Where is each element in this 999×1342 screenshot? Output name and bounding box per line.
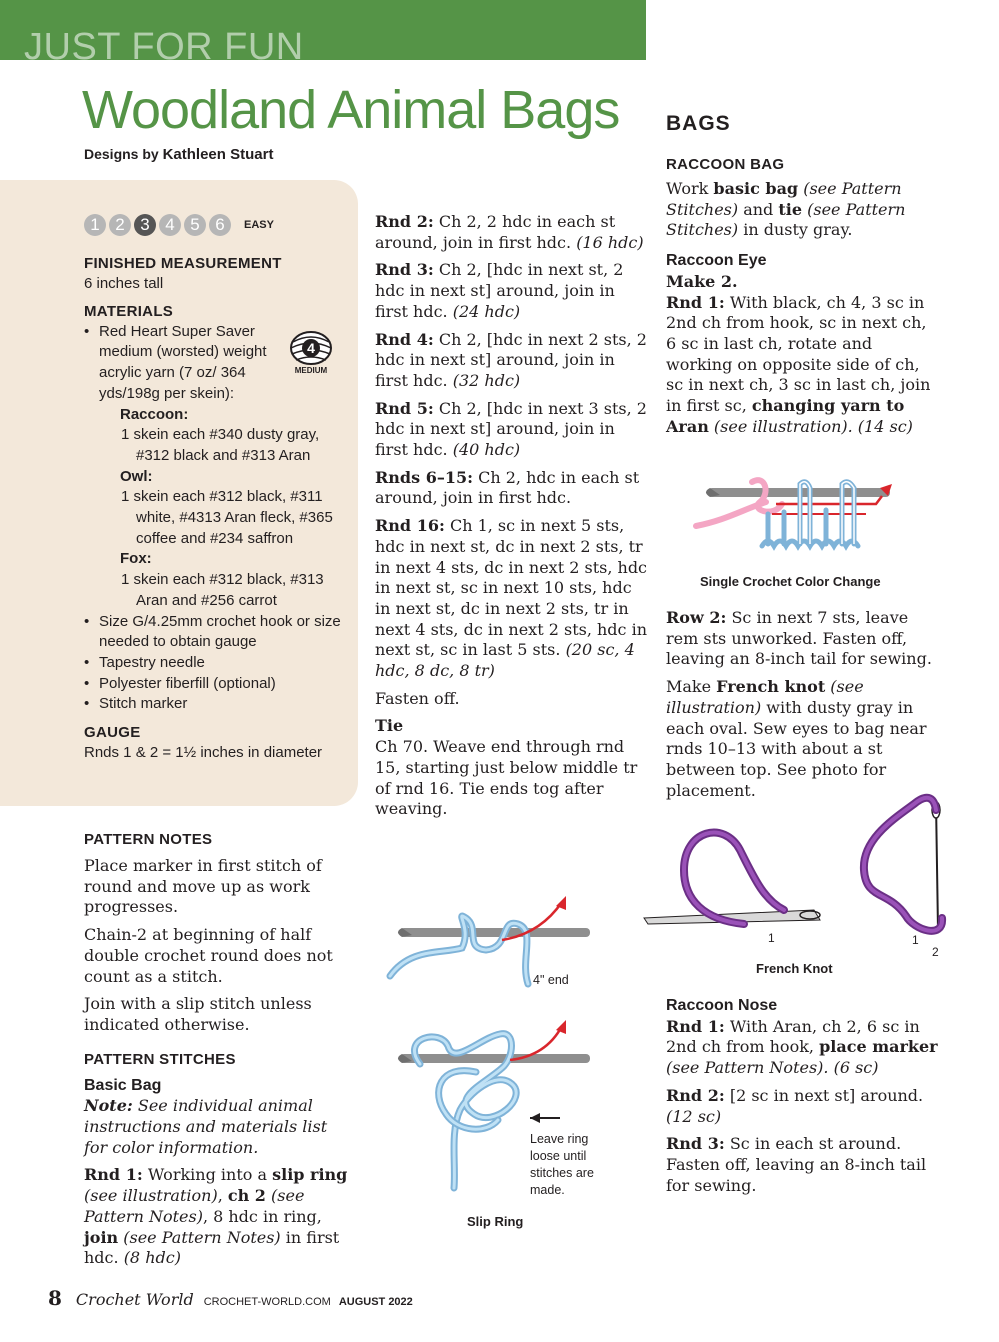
rnd-label: Rnd 2: — [666, 1085, 725, 1105]
rnd-label: Rnd 1: — [666, 292, 725, 312]
body-text: with dusty gray in each oval. Sew eyes to bag near rnds 10–13 with about a st between top. See photo for placement. — [666, 697, 927, 800]
nose-rnd-2 — [666, 1086, 938, 1127]
basic-bag-heading: Basic Bag — [84, 1076, 162, 1094]
rnd-label: Rnd 5: — [375, 398, 434, 418]
body-italic: (see Pattern Stitches) — [666, 179, 902, 219]
skill-level-4: 4 — [159, 214, 181, 236]
hook-item: • Size G/4.25mm crochet hook or size needed to obtain gauge — [84, 612, 350, 653]
rnd-label: Rnd 3: — [375, 260, 434, 280]
french-knot-step-2: 2 — [932, 945, 939, 959]
rnd-3 — [375, 260, 647, 322]
owl-materials-label: Owl: — [120, 467, 153, 485]
rnd-text: Ch 1, sc in next 5 sts, hdc in next st, dc in next 2 sts, tr in next 4 sts, dc in next 2 sts, hdc in next st, sc in next 10 sts, hdc in next st, dc in next 2 sts, tr in next 4 sts, dc in next 2 sts, hdc in next st, sc in last 5 sts. — [375, 516, 648, 660]
skill-level-1: 1 — [84, 214, 106, 236]
raccoon-materials-label: Raccoon: — [120, 405, 189, 423]
pattern-note-1: Place marker in first stitch of round and move up as work progresses. — [84, 856, 322, 917]
body-italic: (see illustration) — [666, 677, 864, 717]
rnd-bold: join — [84, 1227, 119, 1247]
slip-ring-caption: Slip Ring — [467, 1214, 524, 1229]
rnd-text: With black, ch 4, 3 sc in 2nd ch from hook, sc in next ch, 6 sc in last ch, rotate and working on opposite side of ch, sc in next ch, 3 sc in last ch, join in first sc, — [666, 292, 931, 416]
body-text: Work — [666, 179, 714, 198]
rnd-label: Rnds 6–15: — [375, 467, 473, 487]
rnd-count: (20 sc, 4 hdc, 8 dc, 8 tr) — [375, 640, 635, 681]
pattern-note-3: Join with a slip stitch unless indicated otherwise. — [84, 994, 312, 1034]
finished-measurement-value: 6 inches tall — [84, 275, 164, 292]
nose-rnd-1 — [666, 1017, 938, 1079]
yarn-item: • Red Heart Super Saver medium (worsted) weight acrylic yarn (7 oz/ 364 yds/198g per skein): — [84, 322, 289, 405]
rnd-count: (40 hdc) — [452, 440, 521, 460]
right-column-continued — [666, 608, 938, 808]
raccoon-bag-heading: RACCOON BAG — [666, 156, 785, 173]
rnd-label: Rnd 3: — [666, 1134, 725, 1154]
section-label: JUST FOR FUN — [24, 26, 304, 68]
rnd-bold: slip ring — [272, 1165, 348, 1185]
raccoon-nose-section — [666, 996, 938, 1203]
rnd-label: Rnd 16: — [375, 516, 445, 536]
rnd-italic: (see Pattern Notes) — [84, 1186, 305, 1226]
gauge-value: Rnds 1 & 2 = 1½ inches in diameter — [84, 744, 323, 762]
fox-materials-label: Fox: — [120, 550, 152, 568]
rnd-4 — [375, 330, 647, 392]
four-inch-end-label: 4" end — [533, 973, 569, 987]
body-italic: (see Pattern Stitches) — [666, 199, 906, 240]
fiberfill-item: • Polyester fiberfill (optional) — [84, 674, 350, 695]
skill-level-3: 3 — [134, 214, 156, 236]
crochet-hook — [400, 1054, 590, 1063]
nose-rnd-3 — [666, 1134, 938, 1196]
rnd-label: Rnd 1: — [84, 1165, 143, 1185]
tie-instructions: Ch 70. Weave end through rnd 15, starting just below middle tr of rnd 16. Tie ends tog after weaving. — [375, 737, 638, 819]
magazine-name: Crochet World — [75, 1290, 194, 1309]
french-knot-illustration — [644, 790, 964, 959]
byline — [84, 146, 273, 163]
eye-rnd-1 — [666, 293, 938, 438]
right-column — [666, 112, 938, 444]
skill-level-5: 5 — [184, 214, 206, 236]
rnd-label: Rnd 4: — [375, 329, 434, 349]
note-label: Note: — [84, 1096, 133, 1116]
rnd-italic: (see illustration) — [84, 1186, 218, 1206]
rnd-text: Ch 2, [hdc in next st, 2 hdc in next st] around, join in first hdc. — [375, 260, 624, 321]
body-bold: French knot — [716, 677, 826, 697]
byline-prefix: Designs by — [84, 146, 163, 162]
rnd-text: Sc in next 7 sts, leave rem sts unworked. Fasten off, leaving an 8-inch tail for sewing. — [666, 608, 932, 669]
fox-materials: 1 skein each #312 black, #313 Aran and #256 carrot — [121, 571, 324, 609]
rnd-count: (16 hdc) — [576, 232, 644, 252]
body-text: Make — [666, 677, 717, 697]
rnd-text: , — [217, 1186, 228, 1206]
rnd-italic: (see illustration). (14 sc) — [708, 416, 913, 436]
skill-level-6: 6 — [209, 214, 231, 236]
crochet-hook — [400, 928, 590, 937]
rnd-text: Working into a — [142, 1165, 273, 1185]
pattern-note-2: Chain-2 at beginning of half double crochet round does not count as a stitch. — [84, 925, 333, 986]
sc-color-change-illustration — [696, 474, 896, 554]
marker-item: • Stitch marker — [84, 694, 350, 715]
rnd-text: Ch 2, [hdc in next 3 sts, 2 hdc in next st] around, join in first hdc. — [375, 398, 647, 460]
rnds-6-15 — [375, 468, 647, 509]
rnd-label: Rnd 1: — [666, 1016, 725, 1036]
rnd-text: Sc in each st around. Fasten off, leaving an 8-inch tail for sewing. — [666, 1134, 927, 1195]
body-text: in dusty gray. — [738, 220, 853, 240]
pattern-notes-heading: PATTERN NOTES — [84, 831, 213, 848]
basic-bag-note — [84, 1096, 354, 1158]
basic-bag-rnd-1 — [84, 1165, 354, 1269]
designer-name: Kathleen Stuart — [162, 146, 274, 163]
page-number: 8 — [48, 1286, 62, 1310]
rnd-count: (8 hdc) — [123, 1248, 181, 1268]
fasten-off: Fasten off. — [375, 688, 460, 708]
make-two: Make 2. — [666, 271, 738, 291]
raccoon-nose-heading: Raccoon Nose — [666, 997, 778, 1014]
other-materials-list — [84, 612, 350, 716]
leave-ring-label: Leave ring loose until stitches are made. — [530, 1132, 594, 1197]
rnd-5 — [375, 399, 647, 461]
rnd-text: Ch 2, hdc in each st around, join in first hdc. — [375, 467, 640, 508]
owl-materials: 1 skein each #312 black, #311 white, #4313 Aran fleck, #365 coffee and #234 saffron — [121, 488, 333, 547]
needle-item: • Tapestry needle — [84, 653, 350, 674]
french-knot-caption: French Knot — [756, 961, 833, 976]
left-column — [84, 830, 354, 1276]
page-footer — [48, 1286, 413, 1310]
rnd-text: , 8 hdc in ring, — [202, 1206, 322, 1226]
skill-level — [84, 214, 350, 236]
rnd-count: (12 sc) — [666, 1106, 722, 1126]
tie-heading: Tie — [375, 716, 404, 736]
yarn-weight-label: MEDIUM — [294, 366, 328, 375]
rnd-text: Ch 2, [hdc in next 2 sts, 2 hdc in next st] around, join in first hdc. — [375, 329, 647, 390]
body-text: and — [738, 199, 779, 219]
issue-date: AUGUST 2022 — [338, 1296, 413, 1308]
rnd-text: [2 sc in next st] around. — [724, 1085, 924, 1105]
french-knot-step-1b: 1 — [912, 933, 919, 947]
gauge-heading: GAUGE — [84, 724, 141, 742]
rnd-2 — [375, 212, 647, 253]
eye-row-2 — [666, 608, 938, 670]
french-knot-step-1: 1 — [768, 931, 775, 945]
rnd-text: in first hdc. — [84, 1227, 340, 1268]
rnd-bold: changing yarn to Aran — [666, 396, 905, 436]
rnd-text: Ch 2, 2 hdc in each st around, join in first hdc. — [375, 212, 616, 252]
pattern-stitches-heading: PATTERN STITCHES — [84, 1050, 236, 1068]
raccoon-materials: 1 skein each #340 dusty gray, #312 black and #313 Aran — [121, 426, 320, 464]
rnd-italic: (see Pattern Notes) — [118, 1227, 281, 1247]
raccoon-eye-heading: Raccoon Eye — [666, 252, 767, 270]
skill-level-2: 2 — [109, 214, 131, 236]
yarn-weight-icon — [284, 330, 338, 376]
rnd-bold: ch 2 — [227, 1186, 266, 1206]
rnd-bold: place marker — [819, 1037, 938, 1057]
materials-panel — [0, 180, 358, 806]
skill-level-label: EASY — [244, 219, 274, 231]
rnd-16 — [375, 516, 647, 682]
body-bold: basic bag — [713, 179, 799, 198]
rnd-label: Rnd 2: — [375, 212, 434, 231]
materials-panel-content — [84, 214, 350, 764]
yarn-weight-number: 4 — [307, 340, 315, 356]
french-knot-text — [666, 677, 938, 801]
body-bold: tie — [778, 199, 803, 219]
finished-measurement-heading: FINISHED MEASUREMENT — [84, 255, 282, 272]
rnd-count: (32 hdc) — [452, 370, 521, 390]
magazine-url: CROCHET-WORLD.COM — [203, 1296, 331, 1308]
note-text: See individual animal instructions and materials list for color information. — [84, 1096, 328, 1157]
raccoon-bag-text — [666, 179, 938, 241]
sc-color-change-caption: Single Crochet Color Change — [700, 574, 881, 589]
page-title: Woodland Animal Bags — [82, 80, 620, 140]
bags-heading: BAGS — [666, 112, 731, 135]
rnd-label: Row 2: — [666, 608, 727, 627]
rnd-count: (24 hdc) — [452, 301, 521, 321]
rnd-text: With Aran, ch 2, 6 sc in 2nd ch from hook, — [666, 1016, 920, 1057]
materials-heading: MATERIALS — [84, 302, 174, 320]
rnd-italic: (see Pattern Notes). (6 sc) — [666, 1058, 879, 1078]
middle-column — [375, 212, 647, 827]
